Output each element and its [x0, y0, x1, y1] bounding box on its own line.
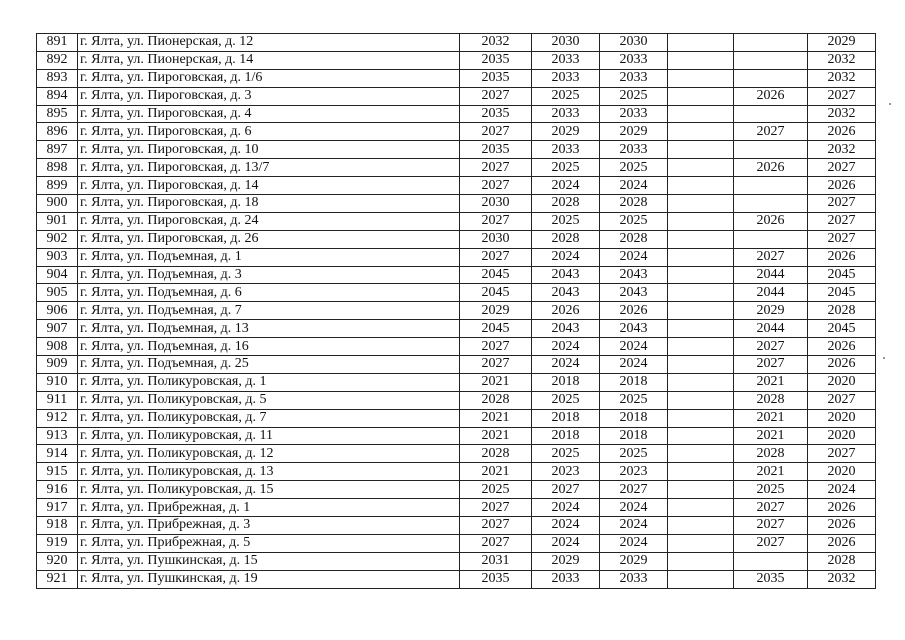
- year-col-1: 2027: [460, 356, 532, 374]
- year-col-4: [668, 212, 734, 230]
- year-col-3: 2029: [600, 552, 668, 570]
- row-number: 916: [37, 481, 78, 499]
- year-col-4: [668, 427, 734, 445]
- year-col-5: 2044: [734, 284, 808, 302]
- year-col-1: 2035: [460, 51, 532, 69]
- year-col-5: 2044: [734, 320, 808, 338]
- year-col-4: [668, 195, 734, 213]
- row-number: 892: [37, 51, 78, 69]
- year-col-6: 2029: [808, 34, 876, 52]
- year-col-3: 2018: [600, 427, 668, 445]
- year-col-6: 2026: [808, 517, 876, 535]
- row-address: г. Ялта, ул. Пионерская, д. 14: [78, 51, 460, 69]
- year-col-4: [668, 463, 734, 481]
- row-address: г. Ялта, ул. Подъемная, д. 7: [78, 302, 460, 320]
- year-col-2: 2028: [532, 230, 600, 248]
- year-col-5: 2021: [734, 409, 808, 427]
- housing-registry-table: [36, 33, 876, 589]
- table-row: [37, 302, 876, 320]
- year-col-6: 2045: [808, 266, 876, 284]
- year-col-6: 2027: [808, 445, 876, 463]
- year-col-6: 2027: [808, 195, 876, 213]
- year-col-2: 2026: [532, 302, 600, 320]
- year-col-3: 2033: [600, 570, 668, 588]
- scan-speck: [883, 357, 885, 359]
- year-col-2: 2033: [532, 105, 600, 123]
- table-row: [37, 517, 876, 535]
- year-col-2: 2025: [532, 391, 600, 409]
- year-col-4: [668, 320, 734, 338]
- row-number: 907: [37, 320, 78, 338]
- row-number: 920: [37, 552, 78, 570]
- year-col-2: 2024: [532, 177, 600, 195]
- year-col-3: 2025: [600, 212, 668, 230]
- row-number: 896: [37, 123, 78, 141]
- year-col-6: 2027: [808, 212, 876, 230]
- year-col-3: 2018: [600, 409, 668, 427]
- year-col-6: 2027: [808, 87, 876, 105]
- row-address: г. Ялта, ул. Пироговская, д. 24: [78, 212, 460, 230]
- table-row: [37, 373, 876, 391]
- year-col-4: [668, 34, 734, 52]
- year-col-3: 2033: [600, 69, 668, 87]
- year-col-3: 2025: [600, 87, 668, 105]
- row-address: г. Ялта, ул. Поликуровская, д. 1: [78, 373, 460, 391]
- row-number: 905: [37, 284, 78, 302]
- year-col-5: [734, 177, 808, 195]
- year-col-4: [668, 248, 734, 266]
- year-col-4: [668, 266, 734, 284]
- year-col-4: [668, 177, 734, 195]
- year-col-4: [668, 69, 734, 87]
- row-number: 900: [37, 195, 78, 213]
- row-number: 893: [37, 69, 78, 87]
- row-number: 914: [37, 445, 78, 463]
- scan-speck: [889, 103, 891, 105]
- row-address: г. Ялта, ул. Поликуровская, д. 7: [78, 409, 460, 427]
- row-number: 902: [37, 230, 78, 248]
- year-col-4: [668, 141, 734, 159]
- year-col-1: 2027: [460, 177, 532, 195]
- year-col-3: 2029: [600, 123, 668, 141]
- year-col-2: 2024: [532, 356, 600, 374]
- table-row: [37, 481, 876, 499]
- table-row: [37, 141, 876, 159]
- table-row: [37, 427, 876, 445]
- year-col-4: [668, 534, 734, 552]
- year-col-5: 2027: [734, 338, 808, 356]
- row-address: г. Ялта, ул. Поликуровская, д. 13: [78, 463, 460, 481]
- year-col-1: 2030: [460, 195, 532, 213]
- year-col-6: 2020: [808, 427, 876, 445]
- row-number: 921: [37, 570, 78, 588]
- row-address: г. Ялта, ул. Поликуровская, д. 12: [78, 445, 460, 463]
- year-col-6: 2020: [808, 373, 876, 391]
- year-col-5: [734, 51, 808, 69]
- year-col-1: 2045: [460, 284, 532, 302]
- row-address: г. Ялта, ул. Прибрежная, д. 1: [78, 499, 460, 517]
- year-col-6: 2020: [808, 409, 876, 427]
- row-number: 904: [37, 266, 78, 284]
- year-col-6: 2026: [808, 123, 876, 141]
- year-col-5: [734, 105, 808, 123]
- year-col-4: [668, 123, 734, 141]
- year-col-5: 2027: [734, 499, 808, 517]
- year-col-2: 2025: [532, 159, 600, 177]
- year-col-2: 2024: [532, 517, 600, 535]
- year-col-1: 2027: [460, 123, 532, 141]
- year-col-4: [668, 302, 734, 320]
- year-col-1: 2027: [460, 517, 532, 535]
- year-col-2: 2025: [532, 87, 600, 105]
- year-col-1: 2035: [460, 570, 532, 588]
- year-col-3: 2043: [600, 320, 668, 338]
- year-col-1: 2027: [460, 212, 532, 230]
- row-address: г. Ялта, ул. Поликуровская, д. 11: [78, 427, 460, 445]
- year-col-2: 2030: [532, 34, 600, 52]
- year-col-1: 2025: [460, 481, 532, 499]
- row-number: 918: [37, 517, 78, 535]
- year-col-1: 2035: [460, 105, 532, 123]
- year-col-6: 2024: [808, 481, 876, 499]
- year-col-6: 2032: [808, 69, 876, 87]
- year-col-2: 2027: [532, 481, 600, 499]
- year-col-4: [668, 51, 734, 69]
- year-col-4: [668, 499, 734, 517]
- year-col-1: 2027: [460, 87, 532, 105]
- table-row: [37, 534, 876, 552]
- year-col-5: 2021: [734, 427, 808, 445]
- row-number: 912: [37, 409, 78, 427]
- row-address: г. Ялта, ул. Пионерская, д. 12: [78, 34, 460, 52]
- table-row: [37, 177, 876, 195]
- year-col-2: 2018: [532, 409, 600, 427]
- year-col-2: 2023: [532, 463, 600, 481]
- row-number: 909: [37, 356, 78, 374]
- year-col-3: 2025: [600, 391, 668, 409]
- year-col-6: 2026: [808, 248, 876, 266]
- row-number: 897: [37, 141, 78, 159]
- year-col-3: 2025: [600, 445, 668, 463]
- year-col-2: 2043: [532, 266, 600, 284]
- year-col-3: 2033: [600, 105, 668, 123]
- year-col-6: 2032: [808, 570, 876, 588]
- year-col-5: [734, 69, 808, 87]
- year-col-3: 2028: [600, 195, 668, 213]
- year-col-3: 2033: [600, 141, 668, 159]
- year-col-4: [668, 391, 734, 409]
- table-row: [37, 195, 876, 213]
- year-col-1: 2028: [460, 391, 532, 409]
- table-row: [37, 409, 876, 427]
- year-col-6: 2026: [808, 338, 876, 356]
- year-col-5: 2044: [734, 266, 808, 284]
- row-number: 917: [37, 499, 78, 517]
- year-col-1: 2035: [460, 69, 532, 87]
- year-col-4: [668, 409, 734, 427]
- year-col-3: 2024: [600, 534, 668, 552]
- year-col-2: 2025: [532, 212, 600, 230]
- year-col-6: 2032: [808, 51, 876, 69]
- year-col-2: 2029: [532, 123, 600, 141]
- table-row: [37, 391, 876, 409]
- year-col-1: 2021: [460, 373, 532, 391]
- year-col-5: [734, 195, 808, 213]
- table-row: [37, 248, 876, 266]
- year-col-3: 2024: [600, 499, 668, 517]
- year-col-2: 2018: [532, 373, 600, 391]
- year-col-2: 2033: [532, 570, 600, 588]
- year-col-4: [668, 338, 734, 356]
- year-col-5: 2025: [734, 481, 808, 499]
- table-row: [37, 159, 876, 177]
- table-row: [37, 105, 876, 123]
- year-col-1: 2021: [460, 427, 532, 445]
- year-col-6: 2026: [808, 356, 876, 374]
- year-col-3: 2026: [600, 302, 668, 320]
- year-col-6: 2045: [808, 284, 876, 302]
- year-col-3: 2024: [600, 177, 668, 195]
- year-col-4: [668, 481, 734, 499]
- row-address: г. Ялта, ул. Пироговская, д. 13/7: [78, 159, 460, 177]
- row-number: 895: [37, 105, 78, 123]
- year-col-4: [668, 570, 734, 588]
- table-row: [37, 463, 876, 481]
- table-row: [37, 87, 876, 105]
- row-number: 899: [37, 177, 78, 195]
- row-address: г. Ялта, ул. Пироговская, д. 10: [78, 141, 460, 159]
- year-col-5: [734, 34, 808, 52]
- year-col-1: 2028: [460, 445, 532, 463]
- row-address: г. Ялта, ул. Подъемная, д. 16: [78, 338, 460, 356]
- year-col-4: [668, 373, 734, 391]
- year-col-1: 2045: [460, 320, 532, 338]
- table-row: [37, 51, 876, 69]
- year-col-4: [668, 159, 734, 177]
- year-col-5: 2028: [734, 445, 808, 463]
- year-col-5: [734, 552, 808, 570]
- year-col-1: 2030: [460, 230, 532, 248]
- year-col-5: 2027: [734, 356, 808, 374]
- year-col-3: 2024: [600, 248, 668, 266]
- row-address: г. Ялта, ул. Поликуровская, д. 5: [78, 391, 460, 409]
- year-col-2: 2028: [532, 195, 600, 213]
- year-col-6: 2027: [808, 159, 876, 177]
- row-number: 901: [37, 212, 78, 230]
- year-col-1: 2045: [460, 266, 532, 284]
- table-row: [37, 552, 876, 570]
- year-col-1: 2027: [460, 248, 532, 266]
- year-col-5: [734, 141, 808, 159]
- year-col-4: [668, 356, 734, 374]
- year-col-1: 2021: [460, 463, 532, 481]
- row-address: г. Ялта, ул. Пушкинская, д. 19: [78, 570, 460, 588]
- year-col-2: 2033: [532, 51, 600, 69]
- table-row: [37, 212, 876, 230]
- year-col-3: 2028: [600, 230, 668, 248]
- year-col-1: 2027: [460, 499, 532, 517]
- year-col-6: 2026: [808, 534, 876, 552]
- year-col-1: 2029: [460, 302, 532, 320]
- year-col-3: 2024: [600, 356, 668, 374]
- year-col-3: 2024: [600, 338, 668, 356]
- year-col-5: 2028: [734, 391, 808, 409]
- year-col-2: 2043: [532, 320, 600, 338]
- row-address: г. Ялта, ул. Пушкинская, д. 15: [78, 552, 460, 570]
- year-col-2: 2029: [532, 552, 600, 570]
- row-address: г. Ялта, ул. Пироговская, д. 3: [78, 87, 460, 105]
- year-col-5: 2035: [734, 570, 808, 588]
- row-number: 903: [37, 248, 78, 266]
- row-number: 910: [37, 373, 78, 391]
- year-col-5: 2027: [734, 534, 808, 552]
- year-col-4: [668, 552, 734, 570]
- table-row: [37, 570, 876, 588]
- year-col-2: 2033: [532, 69, 600, 87]
- year-col-4: [668, 105, 734, 123]
- year-col-4: [668, 230, 734, 248]
- year-col-3: 2024: [600, 517, 668, 535]
- table-row: [37, 338, 876, 356]
- year-col-4: [668, 517, 734, 535]
- year-col-5: 2026: [734, 87, 808, 105]
- row-number: 911: [37, 391, 78, 409]
- year-col-2: 2025: [532, 445, 600, 463]
- year-col-4: [668, 87, 734, 105]
- row-number: 915: [37, 463, 78, 481]
- year-col-5: [734, 230, 808, 248]
- row-number: 906: [37, 302, 78, 320]
- row-number: 898: [37, 159, 78, 177]
- year-col-3: 2018: [600, 373, 668, 391]
- row-address: г. Ялта, ул. Пироговская, д. 18: [78, 195, 460, 213]
- row-number: 919: [37, 534, 78, 552]
- row-address: г. Ялта, ул. Подъемная, д. 6: [78, 284, 460, 302]
- year-col-3: 2043: [600, 284, 668, 302]
- year-col-2: 2024: [532, 534, 600, 552]
- year-col-6: 2045: [808, 320, 876, 338]
- row-address: г. Ялта, ул. Пироговская, д. 14: [78, 177, 460, 195]
- year-col-5: 2027: [734, 517, 808, 535]
- row-address: г. Ялта, ул. Прибрежная, д. 3: [78, 517, 460, 535]
- year-col-2: 2024: [532, 499, 600, 517]
- year-col-6: 2026: [808, 177, 876, 195]
- year-col-6: 2032: [808, 141, 876, 159]
- table-row: [37, 69, 876, 87]
- row-address: г. Ялта, ул. Пироговская, д. 4: [78, 105, 460, 123]
- table-row: [37, 356, 876, 374]
- row-address: г. Ялта, ул. Подъемная, д. 13: [78, 320, 460, 338]
- table-row: [37, 123, 876, 141]
- year-col-3: 2027: [600, 481, 668, 499]
- year-col-3: 2025: [600, 159, 668, 177]
- year-col-2: 2043: [532, 284, 600, 302]
- year-col-5: 2029: [734, 302, 808, 320]
- year-col-3: 2043: [600, 266, 668, 284]
- year-col-1: 2031: [460, 552, 532, 570]
- row-number: 908: [37, 338, 78, 356]
- year-col-4: [668, 445, 734, 463]
- row-address: г. Ялта, ул. Пироговская, д. 6: [78, 123, 460, 141]
- year-col-5: 2027: [734, 248, 808, 266]
- year-col-6: 2027: [808, 230, 876, 248]
- table-row: [37, 320, 876, 338]
- year-col-2: 2018: [532, 427, 600, 445]
- year-col-1: 2027: [460, 159, 532, 177]
- row-address: г. Ялта, ул. Подъемная, д. 25: [78, 356, 460, 374]
- year-col-6: 2028: [808, 302, 876, 320]
- row-number: 894: [37, 87, 78, 105]
- row-address: г. Ялта, ул. Поликуровская, д. 15: [78, 481, 460, 499]
- table-row: [37, 445, 876, 463]
- year-col-1: 2027: [460, 534, 532, 552]
- table-row: [37, 230, 876, 248]
- row-address: г. Ялта, ул. Пироговская, д. 26: [78, 230, 460, 248]
- year-col-6: 2027: [808, 391, 876, 409]
- table-row: [37, 266, 876, 284]
- year-col-3: 2023: [600, 463, 668, 481]
- year-col-2: 2024: [532, 248, 600, 266]
- year-col-3: 2033: [600, 51, 668, 69]
- year-col-1: 2035: [460, 141, 532, 159]
- year-col-5: 2021: [734, 373, 808, 391]
- year-col-6: 2020: [808, 463, 876, 481]
- year-col-5: 2026: [734, 159, 808, 177]
- year-col-5: 2027: [734, 123, 808, 141]
- year-col-6: 2032: [808, 105, 876, 123]
- year-col-2: 2033: [532, 141, 600, 159]
- year-col-6: 2028: [808, 552, 876, 570]
- year-col-4: [668, 284, 734, 302]
- year-col-5: 2021: [734, 463, 808, 481]
- row-number: 891: [37, 34, 78, 52]
- year-col-5: 2026: [734, 212, 808, 230]
- row-address: г. Ялта, ул. Прибрежная, д. 5: [78, 534, 460, 552]
- row-address: г. Ялта, ул. Подъемная, д. 3: [78, 266, 460, 284]
- table-row: [37, 499, 876, 517]
- year-col-1: 2021: [460, 409, 532, 427]
- year-col-1: 2027: [460, 338, 532, 356]
- row-address: г. Ялта, ул. Подъемная, д. 1: [78, 248, 460, 266]
- row-address: г. Ялта, ул. Пироговская, д. 1/6: [78, 69, 460, 87]
- table-row: [37, 34, 876, 52]
- year-col-6: 2026: [808, 499, 876, 517]
- row-number: 913: [37, 427, 78, 445]
- table-row: [37, 284, 876, 302]
- year-col-2: 2024: [532, 338, 600, 356]
- year-col-3: 2030: [600, 34, 668, 52]
- year-col-1: 2032: [460, 34, 532, 52]
- table-body: [37, 34, 876, 589]
